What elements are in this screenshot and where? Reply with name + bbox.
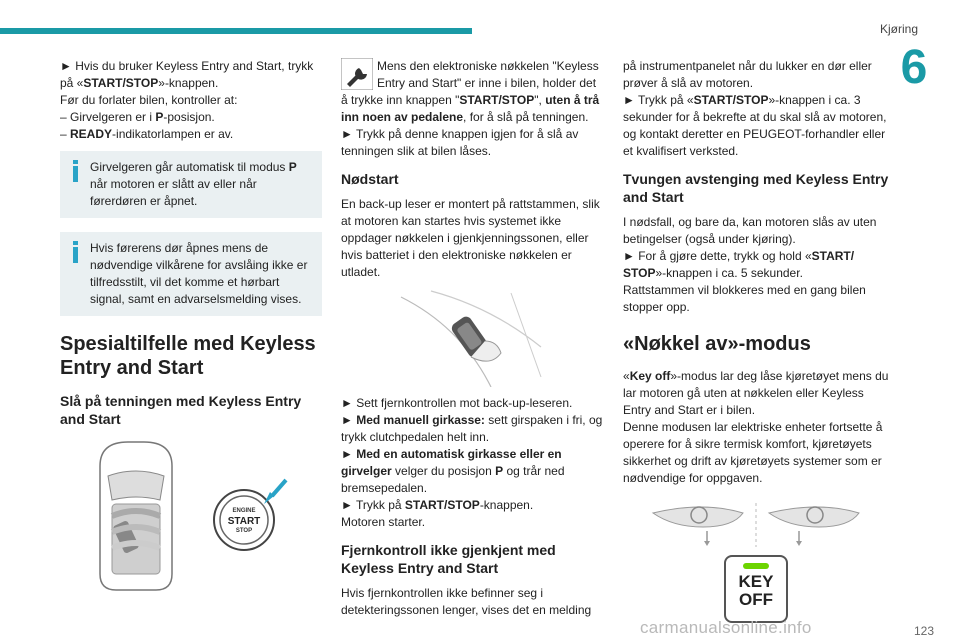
column-2 — [341, 58, 605, 625]
engine-start-button-icon — [214, 480, 286, 550]
key-off-label-line1: KEY — [738, 572, 774, 591]
steering-wheel-icon — [653, 507, 743, 546]
green-led-indicator — [743, 563, 769, 569]
car-top-view-icon — [100, 442, 172, 590]
page-number: 123 — [913, 624, 934, 638]
svg-text:START: START — [227, 516, 261, 527]
paragraph: En back-up leser er montert på rattstammen, slik at motoren kan startes hvis systemet ikke oppdager nøkkelen i gjenkjenningssonen, eller hvis batteriet i den elektroniske nøkkelen er utladet. — [341, 197, 600, 279]
info-note: Girvelgeren går automatisk til modus P når motoren er slått av eller når førerdøren er åpnet. — [60, 151, 322, 218]
paragraph: ► Sett fjernkontrollen mot back-up-leseren. ► Med manuell girkasse: sett girspaken i fri, og trykk clutchpedalen helt inn. ► Med en automatisk girkasse eller en girvelger velger du posisjon P og trår ned bremsepedalen. ► Trykk på START/STOP-knappen. Motoren starter. — [341, 396, 603, 529]
steering-wheel-illustration — [623, 497, 889, 553]
subheading: Fjernkontroll ikke gjenkjent med Keyless Entry and Start — [341, 542, 556, 576]
watermark: carmanualsonline.info — [640, 618, 812, 637]
heading: «Nøkkel av»-modus — [623, 333, 811, 355]
backup-reader-illustration — [341, 287, 605, 387]
paragraph: «Key off»-modus lar deg låse kjøretøyet mens du lar motoren gå uten at nøkkelen eller Keyless Entry and Start er i bilen. Denne modusen lar elektriske enheter fortsette å operere for å sikre termisk komfort, kjøretøyets sikkerhet og drift av kjøretøyets systemer som er nødvendige for oppgaven. — [623, 369, 889, 485]
subheading: Nødstart — [341, 171, 399, 187]
wrench-icon — [341, 58, 373, 90]
paragraph: på instrumentpanelet når du lukker en dør eller prøver å slå av motoren. ► Trykk på «START/STOP»-knappen i ca. 3 sekunder for å bekrefte at du skal slå av motoren, og kontakt deretter en PEUGEOT-forhandler eller et kvalifisert verksted. — [623, 59, 887, 158]
column-3 — [623, 58, 889, 623]
paragraph: Hvis fjernkontrollen ikke befinner seg i detekteringssonen lenger, vises det en melding — [341, 586, 592, 617]
paragraph: I nødsfall, og bare da, kan motoren slås av uten betingelser (også under kjøring). ► For å gjøre dette, trykk og hold «START/ STOP»-knappen i ca. 5 sekunder. Rattstammen vil blokkeres med en gang bilen stopper opp. — [623, 215, 877, 314]
section-title: Kjøring — [879, 22, 918, 36]
info-note: Hvis førerens dør åpnes mens de nødvendige vilkårene for avslåing ikke er tilfredsstilt, vil det komme et hørbart signal, samt en advarselsmelding vises. — [60, 232, 322, 316]
info-icon — [70, 241, 82, 263]
svg-text:STOP: STOP — [235, 528, 253, 534]
paragraph: Mens den elektroniske nøkkelen "Keyless Entry and Start" er inne i bilen, holder det å trykke inn knappen "START/STOP", uten å trå inn noen av pedalene, for å slå på tenningen. ► Trykk på denne knappen igjen for å slå av tenningen slik at bilen låses. — [341, 59, 600, 158]
svg-text:ENGINE: ENGINE — [232, 508, 256, 514]
paragraph: ► Hvis du bruker Keyless Entry and Start, trykk på «START/STOP»-knappen. Før du forlater bilen, kontroller at: – Girvelgeren er i P-posisjon. – READY-indikatorlampen er av. — [60, 59, 314, 141]
chapter-number: 6 — [900, 41, 928, 94]
info-icon — [70, 160, 82, 182]
key-off-label-line2: OFF — [739, 590, 773, 609]
key-off-button — [724, 555, 788, 623]
steering-wheel-icon — [769, 507, 859, 546]
top-accent-bar — [0, 28, 472, 34]
car-and-start-button-illustration — [60, 436, 322, 596]
subheading: Tvungen avstenging med Keyless Entry and Start — [623, 171, 889, 205]
heading: Spesialtilfelle med Keyless Entry and Start — [60, 333, 316, 379]
column-1 — [60, 58, 322, 596]
subheading: Slå på tenningen med Keyless Entry and Start — [60, 393, 302, 427]
